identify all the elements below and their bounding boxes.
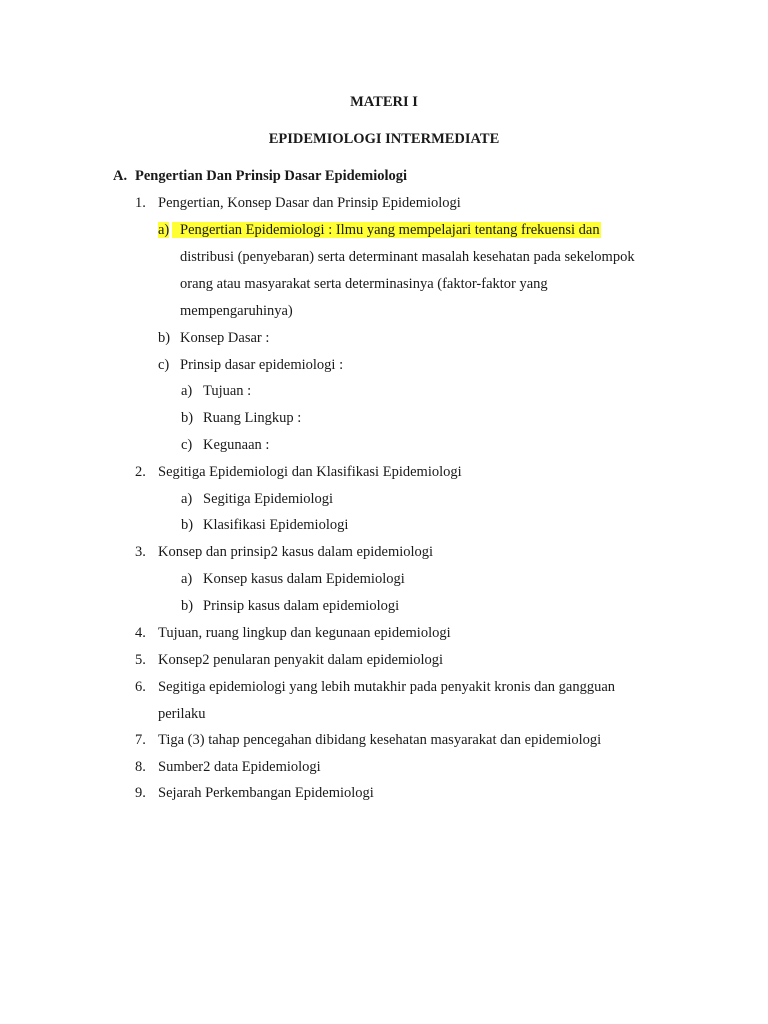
list-item-number: 7.	[135, 732, 146, 748]
sub-item-text: Konsep kasus dalam Epidemiologi	[203, 571, 405, 587]
section-marker: A.	[113, 168, 128, 184]
sub-sub-item-text: Tujuan :	[203, 383, 252, 399]
list-item-number: 9.	[135, 785, 146, 801]
document-title: MATERI I	[350, 94, 418, 110]
sub-item-text: Prinsip kasus dalam epidemiologi	[203, 598, 400, 614]
list-item-text: Tujuan, ruang lingkup dan kegunaan epidemiologi	[158, 625, 451, 641]
sub-item-marker: c)	[158, 357, 170, 373]
document-subtitle: EPIDEMIOLOGI INTERMEDIATE	[268, 131, 500, 147]
list-item-text: Sejarah Perkembangan Epidemiologi	[158, 785, 374, 801]
section-heading: Pengertian Dan Prinsip Dasar Epidemiologi	[135, 168, 408, 184]
sub-sub-item-text: Ruang Lingkup :	[203, 410, 302, 426]
list-item-text: Segitiga Epidemiologi dan Klasifikasi Epidemiologi	[158, 464, 462, 480]
list-item-number: 5.	[135, 652, 146, 668]
list-item-text: Tiga (3) tahap pencegahan dibidang kesehatan masyarakat dan epidemiologi	[158, 732, 602, 748]
list-item-text: Sumber2 data Epidemiologi	[158, 759, 321, 775]
sub-item-text: Konsep Dasar :	[180, 330, 270, 346]
sub-item-text: Segitiga Epidemiologi	[203, 491, 334, 507]
sub-sub-item-marker: a)	[181, 383, 193, 399]
sub-sub-item-text: Kegunaan :	[203, 437, 270, 453]
definition-line: distribusi (penyebaran) serta determinant masalah kesehatan pada sekelompok	[180, 249, 635, 265]
list-item-number: 8.	[135, 759, 146, 775]
definition-line: orang atau masyarakat serta determinasinya (faktor-faktor yang	[180, 276, 548, 292]
highlighted-text: Pengertian Epidemiologi : Ilmu yang mempelajari tentang frekuensi dan	[172, 222, 601, 238]
list-item-text: Segitiga epidemiologi yang lebih mutakhir pada penyakit kronis dan gangguan	[158, 679, 616, 695]
list-item-number: 1.	[135, 195, 146, 211]
list-item-number: 2.	[135, 464, 146, 480]
sub-item-text: Klasifikasi Epidemiologi	[203, 517, 349, 533]
sub-item-marker: a)	[181, 571, 193, 587]
list-item-number: 4.	[135, 625, 146, 641]
sub-item-marker: b)	[181, 517, 194, 533]
list-item-number: 3.	[135, 544, 146, 560]
sub-item-marker: b)	[181, 598, 194, 614]
list-item-text-continued: perilaku	[158, 706, 206, 722]
list-item-text: Konsep dan prinsip2 kasus dalam epidemiologi	[158, 544, 434, 560]
definition-line: mempengaruhinya)	[180, 303, 293, 319]
list-item-number: 6.	[135, 679, 146, 695]
sub-item-text: Prinsip dasar epidemiologi :	[180, 357, 344, 373]
list-item-text: Konsep2 penularan penyakit dalam epidemiologi	[158, 652, 444, 668]
highlighted-marker: a)	[158, 222, 170, 238]
list-item-text: Pengertian, Konsep Dasar dan Prinsip Epidemiologi	[158, 195, 461, 211]
sub-item-marker: b)	[158, 330, 171, 346]
sub-item-marker	[158, 221, 169, 239]
sub-item-marker: a)	[181, 491, 193, 507]
sub-sub-item-marker: b)	[181, 410, 194, 426]
highlighted-definition	[172, 221, 601, 239]
sub-sub-item-marker: c)	[181, 437, 193, 453]
